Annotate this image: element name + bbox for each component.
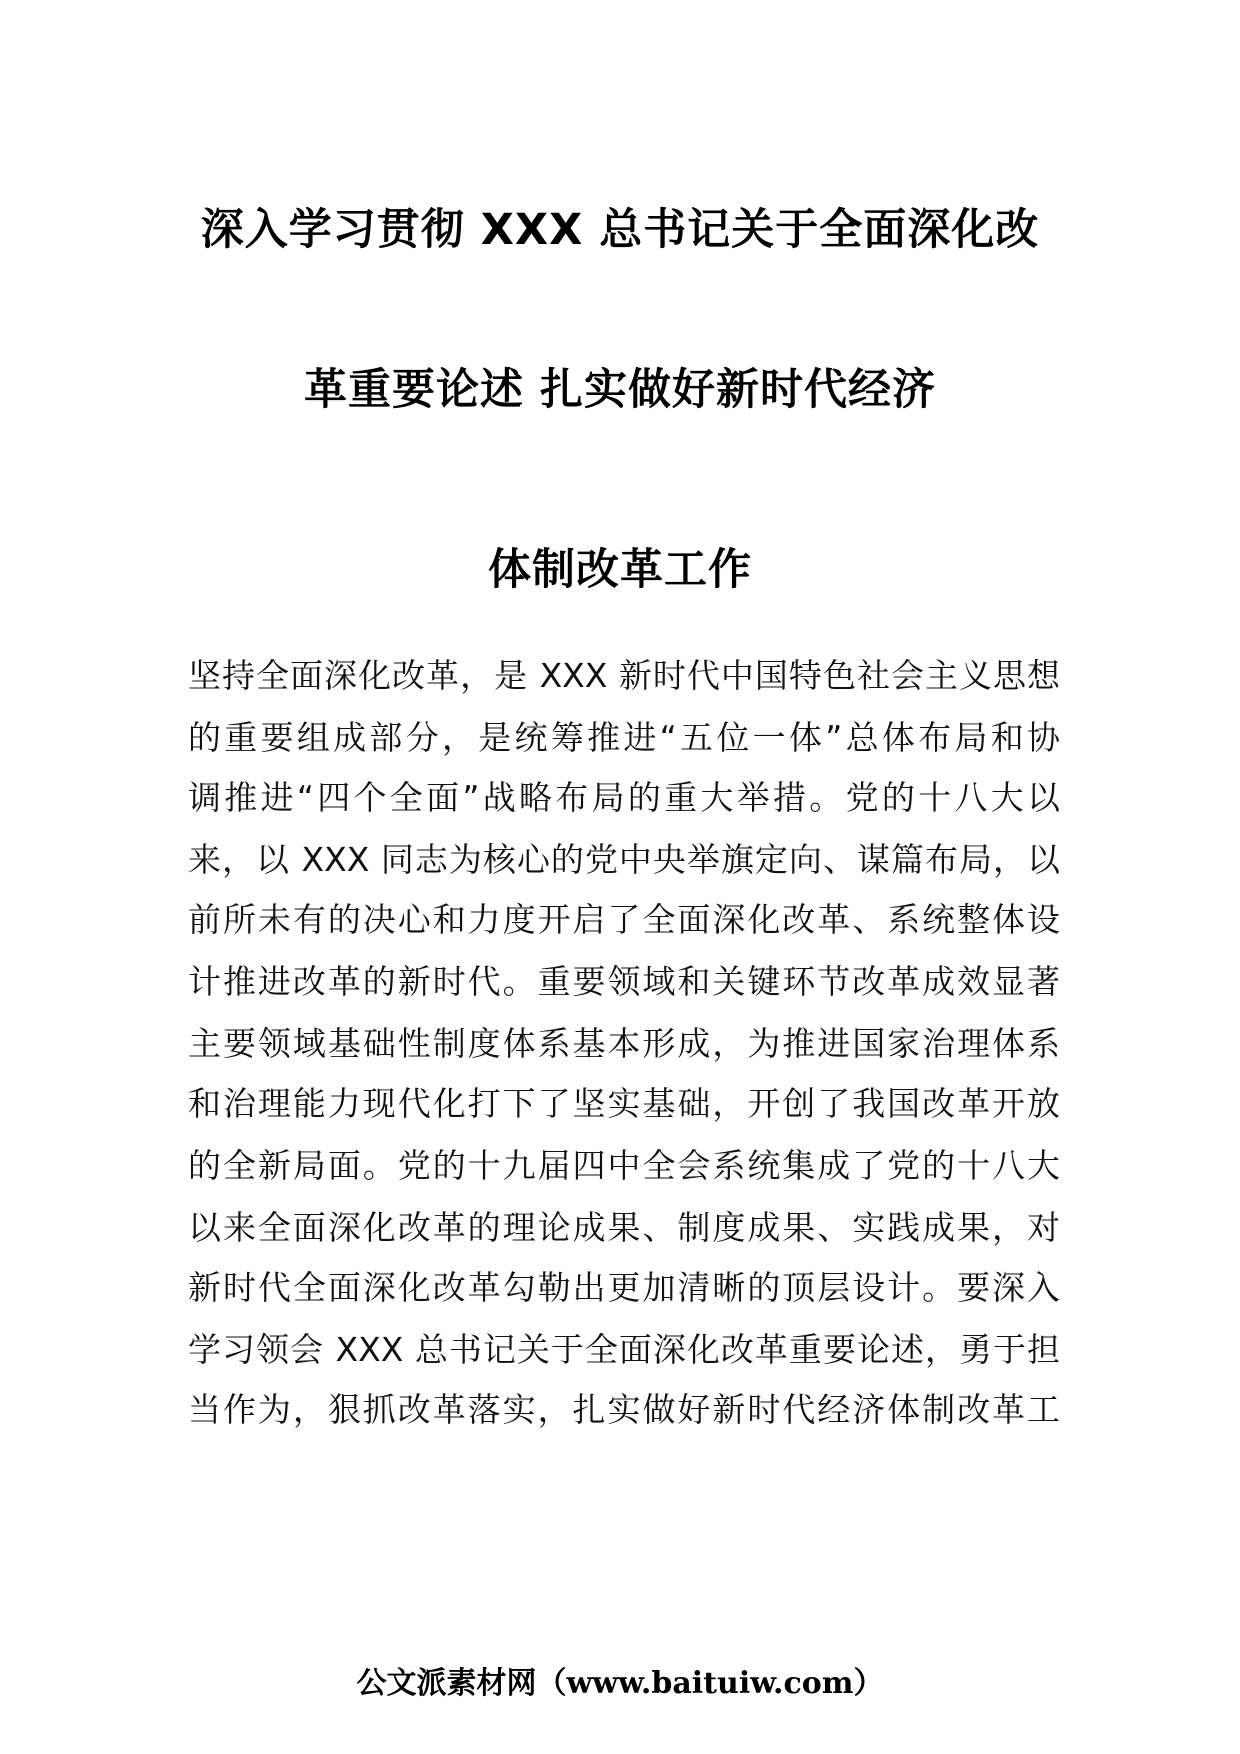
body-line-9: 的全新局面。党的十九届四中全会系统集成了党的十八大 [188, 1146, 1060, 1185]
title-line-1: 深入学习贯彻 XXX 总书记关于全面深化改 [200, 205, 1040, 255]
body-line-4: 来，以 XXX 同志为核心的党中央举旗定向、谋篇布局，以 [188, 840, 1060, 879]
title-line-2: 革重要论述 扎实做好新时代经济 [304, 365, 936, 415]
body-line-13: 当作为，狠抓改革落实，扎实做好新时代经济体制改革工 [188, 1390, 1060, 1429]
body-line-11: 新时代全面深化改革勾勒出更加清晰的顶层设计。要深入 [188, 1268, 1060, 1307]
body-line-8: 和治理能力现代化打下了坚实基础，开创了我国改革开放 [188, 1084, 1060, 1123]
body-line-5: 前所未有的决心和力度开启了全面深化改革、系统整体设 [188, 900, 1060, 939]
body-line-2: 的重要组成部分，是统筹推进“五位一体”总体布局和协 [188, 718, 1060, 757]
title-line-3: 体制改革工作 [488, 545, 752, 595]
body-line-7: 主要领域基础性制度体系基本形成，为推进国家治理体系 [188, 1024, 1060, 1063]
body-line-1: 坚持全面深化改革，是 XXX 新时代中国特色社会主义思想 [188, 656, 1060, 695]
body-line-6: 计推进改革的新时代。重要领域和关键环节改革成效显著 [188, 962, 1060, 1001]
body-line-3: 调推进“四个全面”战略布局的重大举措。党的十八大以 [188, 778, 1060, 817]
body-line-10: 以来全面深化改革的理论成果、制度成果、实践成果，对 [188, 1208, 1060, 1247]
body-line-12: 学习领会 XXX 总书记关于全面深化改革重要论述，勇于担 [188, 1330, 1060, 1369]
footer-watermark-text: 公文派素材网（www.baituiw.com） [356, 1666, 884, 1701]
